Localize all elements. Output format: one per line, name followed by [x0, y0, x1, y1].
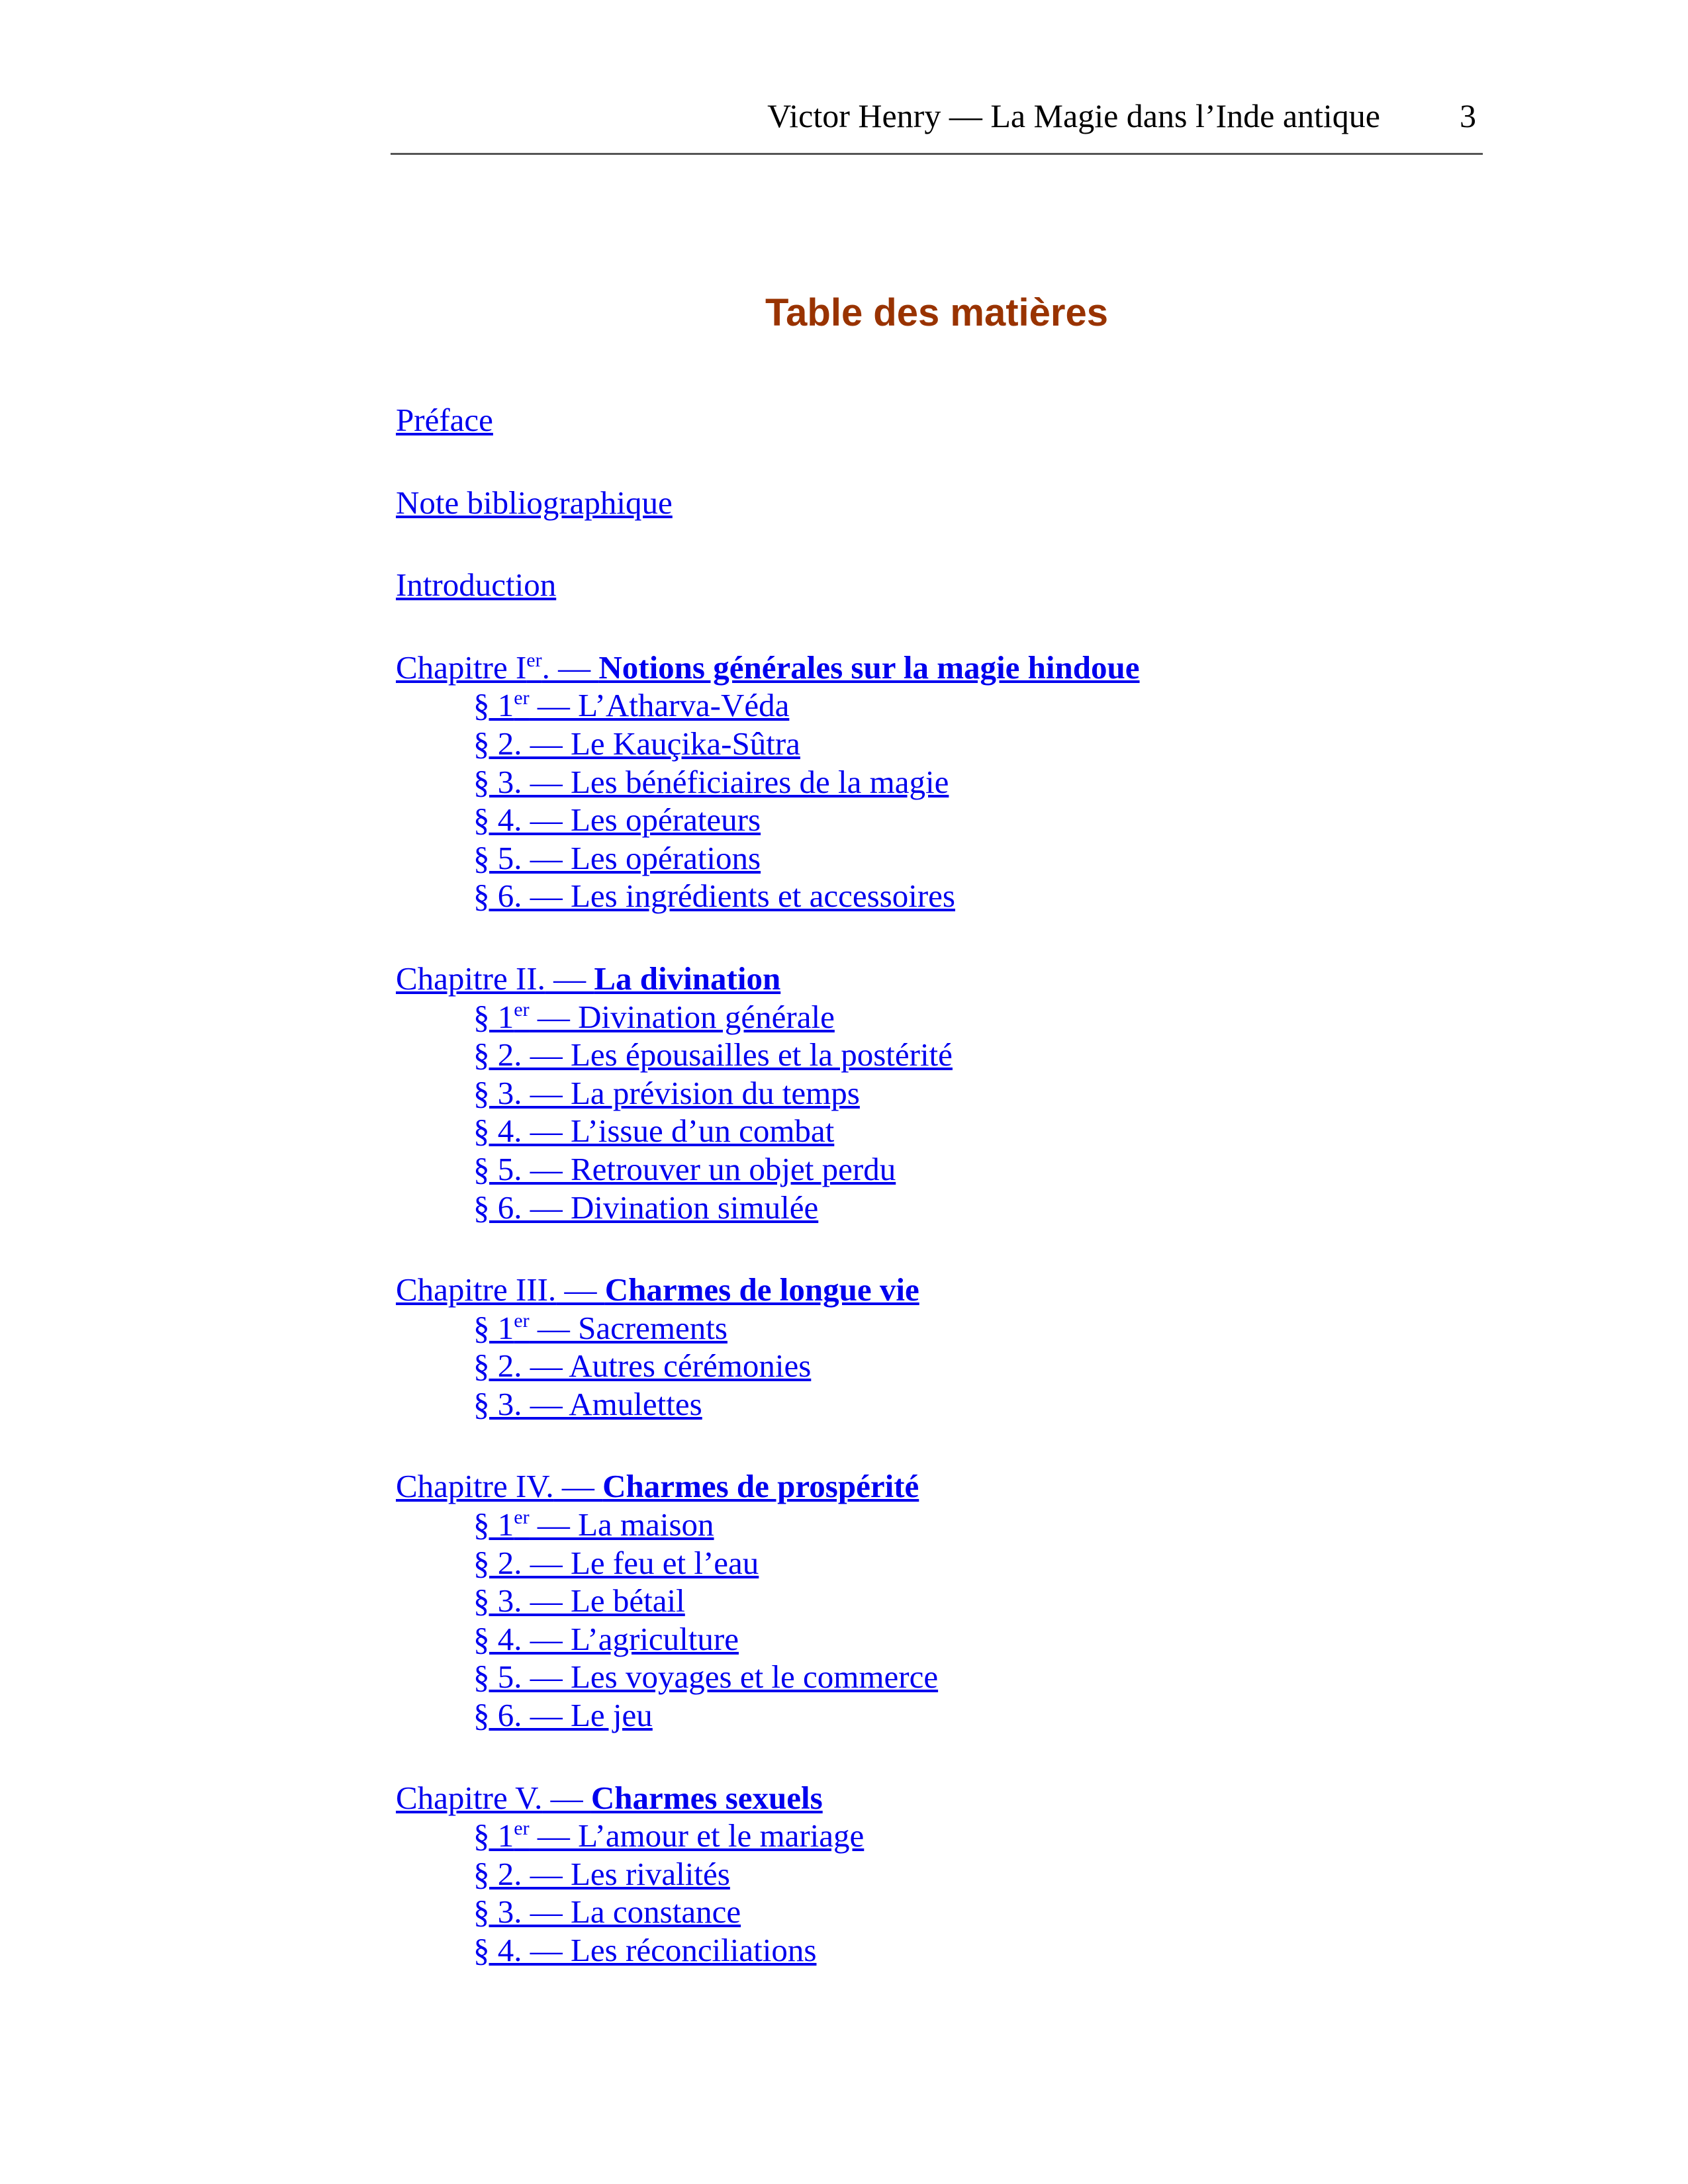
section-title: — Le jeu	[522, 1697, 653, 1734]
chapter-number: Chapitre IV.	[396, 1468, 554, 1505]
section-link[interactable]	[396, 1506, 1481, 1544]
section-number: § 5.	[473, 839, 522, 876]
chapter-block	[396, 1271, 1481, 1423]
ordinal-superscript: er	[514, 1817, 530, 1840]
chapter-title-text: Charmes de longue vie	[604, 1271, 919, 1308]
section-number: § 3.	[473, 1582, 522, 1619]
chapter-link[interactable]	[396, 649, 1481, 687]
section-number: § 2.	[473, 1855, 522, 1892]
chapter-title-text: Notions générales sur la magie hindoue	[598, 649, 1140, 686]
section-link[interactable]	[396, 1931, 1481, 1970]
section-number: § 1	[473, 1506, 514, 1543]
section-title: — Divination générale	[529, 998, 835, 1035]
section-number: § 6.	[473, 1189, 522, 1226]
ordinal-superscript: er	[514, 1309, 530, 1332]
chapter-separator: —	[545, 960, 594, 997]
section-link[interactable]	[396, 725, 1481, 763]
section-number: § 5.	[473, 1659, 522, 1696]
toc-link-preface[interactable]: Préface	[396, 402, 493, 438]
running-title: Victor Henry — La Magie dans l’Inde antique	[767, 97, 1380, 134]
section-title: — Les voyages et le commerce	[522, 1659, 939, 1696]
chapter-link[interactable]	[396, 960, 1481, 998]
section-link[interactable]	[396, 1817, 1481, 1855]
section-number: § 1	[473, 687, 514, 724]
section-number: § 2.	[473, 1036, 522, 1073]
section-title: — L’Atharva-Véda	[529, 687, 790, 724]
section-number: § 6.	[473, 878, 522, 915]
section-title: — Les opérateurs	[522, 801, 761, 839]
ordinal-superscript: er	[514, 687, 530, 709]
section-link[interactable]	[396, 1309, 1481, 1347]
section-number: § 2.	[473, 1544, 522, 1581]
section-link[interactable]	[396, 1036, 1481, 1074]
toc-heading: Table des matières	[765, 291, 1108, 334]
chapter-link[interactable]	[396, 1467, 1481, 1506]
section-title: — Le Kauçika-Sûtra	[522, 725, 800, 762]
ordinal-superscript: er	[514, 998, 530, 1021]
chapter-separator: —	[542, 1779, 591, 1816]
section-title: — Les rivalités	[522, 1855, 730, 1892]
section-link[interactable]	[396, 801, 1481, 839]
section-link[interactable]	[396, 998, 1481, 1036]
section-title: — Le feu et l’eau	[522, 1544, 759, 1581]
section-link[interactable]	[396, 1855, 1481, 1893]
section-link[interactable]	[396, 686, 1481, 725]
section-number: § 3.	[473, 1385, 522, 1422]
chapter-block	[396, 1467, 1481, 1734]
toc-link-note-bibliographique[interactable]: Note bibliographique	[396, 484, 673, 521]
section-title: — L’issue d’un combat	[522, 1113, 835, 1150]
section-number: § 5.	[473, 1150, 522, 1187]
section-title: — Les ingrédients et accessoires	[522, 878, 955, 915]
section-title: — La maison	[529, 1506, 714, 1543]
chapter-link[interactable]	[396, 1271, 1481, 1309]
chapter-separator: —	[553, 1468, 603, 1505]
section-link[interactable]	[396, 1189, 1481, 1227]
section-link[interactable]	[396, 1347, 1481, 1385]
section-link[interactable]	[396, 1893, 1481, 1931]
chapter-list	[396, 649, 1481, 1970]
section-number: § 4.	[473, 1620, 522, 1657]
section-link[interactable]	[396, 1074, 1481, 1113]
section-title: — Les opérations	[522, 839, 761, 876]
section-title: — La prévision du temps	[522, 1074, 860, 1111]
section-link[interactable]	[396, 1658, 1481, 1696]
section-number: § 2.	[473, 725, 522, 762]
chapter-separator: . —	[541, 649, 599, 686]
section-number: § 3.	[473, 1074, 522, 1111]
section-number: § 6.	[473, 1697, 522, 1734]
chapter-separator: —	[556, 1271, 605, 1308]
section-number: § 1	[473, 1817, 514, 1854]
chapter-block	[396, 1779, 1481, 1970]
section-title: — L’amour et le mariage	[529, 1817, 865, 1854]
chapter-number: Chapitre III.	[396, 1271, 557, 1308]
chapter-number: Chapitre V.	[396, 1779, 543, 1816]
page-number: 3	[1460, 97, 1476, 134]
section-title: — La constance	[522, 1893, 741, 1931]
chapter-title-text: Charmes de prospérité	[602, 1468, 919, 1505]
section-link[interactable]	[396, 1150, 1481, 1189]
section-number: § 4.	[473, 1932, 522, 1968]
section-number: § 4.	[473, 1113, 522, 1150]
chapter-block	[396, 960, 1481, 1226]
table-of-contents	[396, 401, 1481, 1970]
chapter-title-text: Charmes sexuels	[590, 1779, 823, 1816]
section-link[interactable]	[396, 1544, 1481, 1582]
section-link[interactable]	[396, 1620, 1481, 1659]
section-link[interactable]	[396, 1696, 1481, 1735]
section-number: § 1	[473, 1309, 514, 1346]
ordinal-superscript: er	[526, 649, 542, 671]
section-title: — Les bénéficiaires de la magie	[522, 763, 949, 800]
chapter-title-text: La divination	[594, 960, 781, 997]
section-number: § 2.	[473, 1347, 522, 1385]
section-title: — Les réconciliations	[522, 1932, 817, 1968]
section-link[interactable]	[396, 1582, 1481, 1620]
section-title: — Retrouver un objet perdu	[522, 1150, 896, 1187]
section-title: — Divination simulée	[522, 1189, 819, 1226]
page-header	[391, 0, 1483, 155]
section-title: — Sacrements	[529, 1309, 727, 1346]
toc-link-introduction[interactable]: Introduction	[396, 567, 557, 604]
section-link[interactable]	[396, 839, 1481, 878]
chapter-number: Chapitre I	[396, 649, 527, 686]
chapter-block	[396, 649, 1481, 915]
section-title: — L’agriculture	[522, 1620, 739, 1657]
section-number: § 4.	[473, 801, 522, 839]
section-link[interactable]	[396, 763, 1481, 801]
chapter-number: Chapitre II.	[396, 960, 545, 997]
ordinal-superscript: er	[514, 1506, 530, 1529]
section-link[interactable]	[396, 1112, 1481, 1150]
section-title: — Le bétail	[522, 1582, 685, 1619]
section-title: — Amulettes	[522, 1385, 702, 1422]
section-link[interactable]	[396, 1385, 1481, 1424]
chapter-link[interactable]	[396, 1779, 1481, 1817]
section-number: § 3.	[473, 1893, 522, 1931]
section-link[interactable]	[396, 877, 1481, 915]
section-number: § 1	[473, 998, 514, 1035]
section-title: — Autres cérémonies	[522, 1347, 812, 1385]
section-number: § 3.	[473, 763, 522, 800]
section-title: — Les épousailles et la postérité	[522, 1036, 953, 1073]
